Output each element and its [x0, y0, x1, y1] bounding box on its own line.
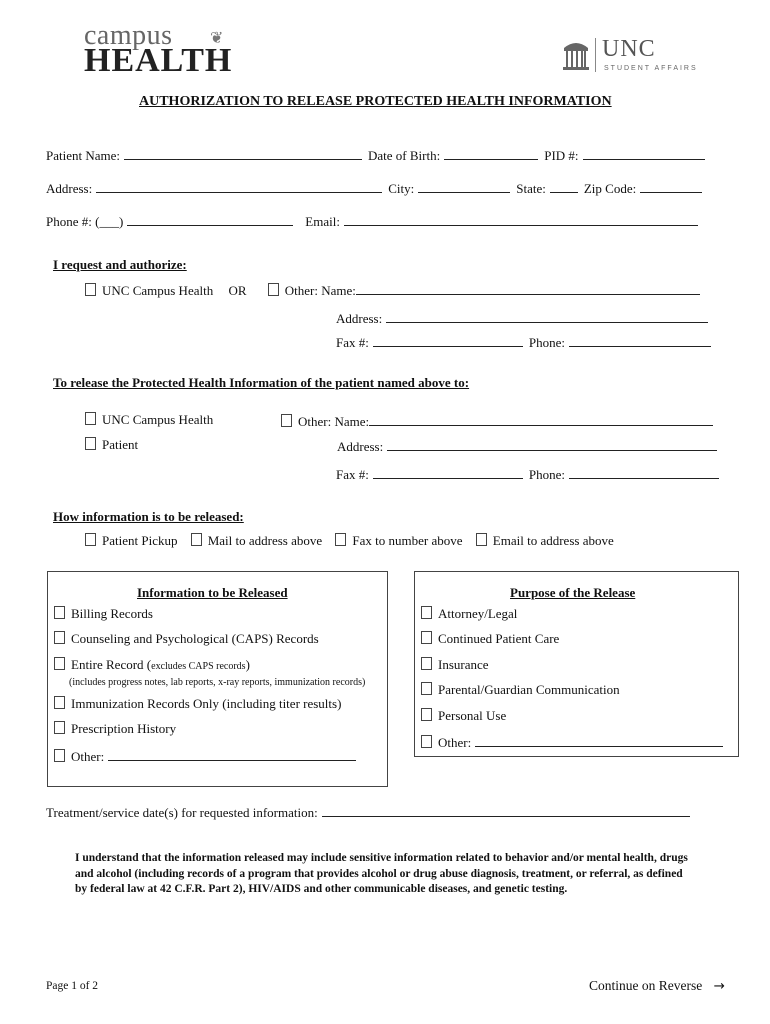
leaf-icon: ❦: [210, 30, 224, 47]
checkbox-entire-record[interactable]: [54, 657, 65, 670]
authorize-address-field[interactable]: [386, 309, 708, 323]
email-label: Email:: [305, 214, 340, 229]
release-name-field[interactable]: [369, 412, 713, 426]
continued-care-label: Continued Patient Care: [438, 631, 560, 646]
logo-campus-text: campus: [84, 20, 173, 51]
authorize-fax-label: Fax #:: [336, 335, 369, 350]
authorize-phone-label: Phone:: [528, 335, 565, 350]
checkbox-caps[interactable]: [54, 631, 65, 644]
mail-label: Mail to address above: [207, 533, 323, 548]
release-other-label: Other: Name:: [298, 414, 370, 429]
purpose-item-attorney: [421, 606, 517, 622]
or-label: OR: [228, 283, 247, 298]
checkbox-authorize-other[interactable]: [268, 283, 279, 296]
page-number: Page 1 of 2: [46, 980, 99, 992]
release-patient-option: [85, 437, 138, 453]
patient-name-field[interactable]: [124, 146, 362, 160]
checkbox-insurance[interactable]: [421, 657, 432, 670]
unc-subtitle: STUDENT AFFAIRS: [604, 65, 698, 72]
entire-record-exclusion: excludes CAPS records: [151, 661, 246, 672]
right-arrow-icon: →: [713, 978, 725, 994]
info-item-entire: [54, 657, 250, 673]
billing-label: Billing Records: [71, 606, 153, 621]
sensitive-info-notice: I understand that the information released may include sensitive information related to behavior and/or mental health, drugs and alcohol (including records of a program that provides alcohol or drug abuse diagnosis, treatment, or referral, as defined by federal law at 42 C.F.R. Part 2), HIV/AIDS and other communicable diseases, and genetic testing.: [75, 852, 688, 895]
email-option-label: Email to address above: [492, 533, 614, 548]
checkbox-immunization[interactable]: [54, 696, 65, 709]
zip-label: Zip Code:: [583, 181, 637, 196]
entire-record-label: Entire Record (: [71, 657, 152, 672]
info-item-other: [54, 747, 362, 765]
purpose-item-parental: [421, 682, 620, 698]
checkbox-patient-pickup[interactable]: [85, 533, 96, 546]
logo-health-text: HEALTH: [84, 42, 233, 79]
release-patient-label: Patient: [102, 437, 139, 452]
caps-label: Counseling and Psychological (CAPS) Records: [71, 631, 319, 646]
release-phone-label: Phone:: [528, 467, 565, 482]
purpose-item-continued-care: [421, 631, 559, 647]
immunization-label: Immunization Records Only (including titer results): [71, 696, 342, 711]
address-label: Address:: [46, 181, 93, 196]
authorize-heading: I request and authorize:: [53, 257, 187, 272]
checkbox-parental[interactable]: [421, 682, 432, 695]
entire-record-close: ): [245, 657, 250, 672]
checkbox-personal-use[interactable]: [421, 708, 432, 721]
campus-health-logo: [84, 20, 233, 79]
checkbox-fax[interactable]: [335, 533, 346, 546]
authorize-name-field[interactable]: [356, 281, 700, 295]
checkbox-attorney[interactable]: [421, 606, 432, 619]
purpose-item-other: [421, 733, 729, 751]
authorize-address-label: Address:: [336, 311, 383, 326]
treatment-field[interactable]: [322, 803, 690, 817]
release-unc-option: [85, 412, 213, 428]
continue-on-reverse: [589, 978, 725, 994]
release-fax-field[interactable]: [373, 465, 523, 479]
dob-field[interactable]: [444, 146, 538, 160]
checkbox-mail[interactable]: [191, 533, 202, 546]
pid-label: PID #:: [544, 148, 579, 163]
pid-field[interactable]: [583, 146, 705, 160]
authorize-address-row: [336, 309, 714, 327]
attorney-label: Attorney/Legal: [438, 606, 518, 621]
checkbox-prescription[interactable]: [54, 721, 65, 734]
parental-label: Parental/Guardian Communication: [438, 682, 620, 697]
purpose-heading: Purpose of the Release: [510, 585, 636, 600]
state-field[interactable]: [550, 179, 578, 193]
authorize-fax-row: [336, 333, 717, 351]
checkbox-billing[interactable]: [54, 606, 65, 619]
page-title: AUTHORIZATION TO RELEASE PROTECTED HEALTH INFORMATION: [139, 94, 612, 109]
how-options: [85, 533, 614, 549]
checkbox-info-other[interactable]: [54, 749, 65, 762]
fax-label: Fax to number above: [352, 533, 463, 548]
phone-field[interactable]: [127, 212, 293, 226]
purpose-other-label: Other:: [438, 735, 472, 750]
info-other-field[interactable]: [108, 747, 356, 761]
purpose-item-insurance: [421, 657, 489, 673]
authorize-fax-field[interactable]: [373, 333, 523, 347]
phone-label: Phone #: (___): [46, 214, 124, 229]
checkbox-email[interactable]: [476, 533, 487, 546]
release-other-option: [281, 412, 719, 430]
info-other-label: Other:: [71, 749, 105, 764]
authorize-other-label: Other: Name:: [284, 283, 356, 298]
purpose-other-field[interactable]: [475, 733, 723, 747]
checkbox-release-unc[interactable]: [85, 412, 96, 425]
release-fax-label: Fax #:: [336, 467, 369, 482]
treatment-row: [46, 803, 696, 821]
info-item-billing: [54, 606, 153, 622]
unc-text: UNC: [602, 36, 656, 62]
release-to-heading: To release the Protected Health Information of the patient named above to:: [53, 375, 470, 390]
authorize-phone-field[interactable]: [569, 333, 711, 347]
info-item-caps: [54, 631, 319, 647]
patient-row-2: [46, 179, 708, 197]
state-label: State:: [516, 181, 546, 196]
zip-field[interactable]: [640, 179, 702, 193]
old-well-icon: [562, 38, 590, 72]
info-item-prescription: [54, 721, 176, 737]
entire-record-note: (includes progress notes, lab reports, x-ray reports, immunization records): [69, 677, 366, 688]
treatment-label: Treatment/service date(s) for requested information:: [46, 805, 318, 820]
patient-pickup-label: Patient Pickup: [102, 533, 178, 548]
checkbox-purpose-other[interactable]: [421, 735, 432, 748]
release-address-label: Address:: [337, 439, 384, 454]
continue-label: Continue on Reverse: [589, 978, 703, 993]
authorize-options: [85, 281, 706, 299]
how-heading: How information is to be released:: [53, 509, 244, 524]
checkbox-release-patient[interactable]: [85, 437, 96, 450]
dob-label: Date of Birth:: [368, 148, 441, 163]
patient-row-3: [46, 212, 704, 230]
city-label: City:: [388, 181, 415, 196]
release-phone-field[interactable]: [569, 465, 719, 479]
purpose-item-personal: [421, 708, 506, 724]
prescription-label: Prescription History: [71, 721, 177, 736]
personal-use-label: Personal Use: [438, 708, 507, 723]
email-field[interactable]: [344, 212, 698, 226]
checkbox-continued-care[interactable]: [421, 631, 432, 644]
info-item-immunization: [54, 696, 341, 712]
patient-row-1: [46, 146, 711, 164]
release-address-field[interactable]: [387, 437, 717, 451]
information-heading: Information to be Released: [137, 585, 288, 600]
insurance-label: Insurance: [438, 657, 489, 672]
patient-name-label: Patient Name:: [46, 148, 121, 163]
city-field[interactable]: [418, 179, 510, 193]
authorize-unc-label: UNC Campus Health: [102, 283, 214, 298]
release-unc-label: UNC Campus Health: [102, 412, 214, 427]
checkbox-authorize-unc[interactable]: [85, 283, 96, 296]
release-address-row: [337, 437, 723, 455]
checkbox-release-other[interactable]: [281, 414, 292, 427]
release-fax-row: [336, 465, 725, 483]
address-field[interactable]: [96, 179, 382, 193]
